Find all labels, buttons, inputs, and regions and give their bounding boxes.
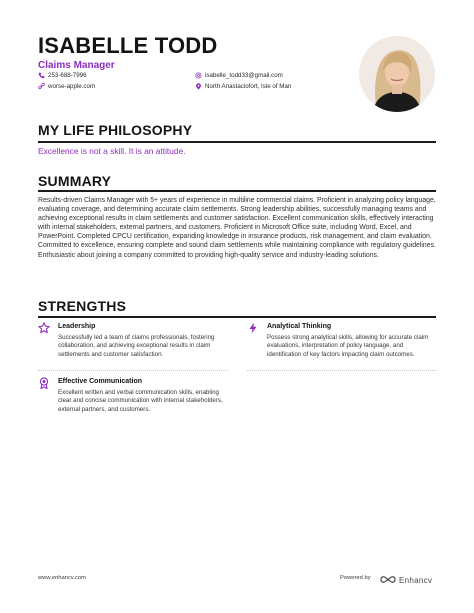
strength-title: Analytical Thinking — [267, 323, 332, 330]
phone-text: 253-688-7996 — [48, 72, 87, 79]
strength-description: Excellent written and verbal communication skills, enabling clear and concise communication with internal stakeholders, external partners, and customers. — [58, 389, 223, 413]
link-icon — [38, 83, 45, 90]
strength-separator — [38, 370, 228, 371]
contact-email[interactable] — [195, 72, 283, 79]
contact-phone — [38, 72, 87, 79]
enhancv-logo-icon — [380, 571, 396, 589]
candidate-title: Claims Manager — [38, 60, 115, 71]
candidate-name: ISABELLE TODD — [38, 33, 218, 58]
philosophy-divider — [38, 141, 436, 143]
phone-icon — [38, 72, 45, 79]
strength-description: Successfully led a team of claims professionals, fostering collaboration, and achieving exceptional results in claim settlements and customer satisfaction. — [58, 334, 215, 358]
strength-title: Leadership — [58, 323, 96, 330]
contact-location — [195, 83, 291, 90]
summary-text: Results-driven Claims Manager with 5+ years of experience in multiline commercial claims. Proficient in analyzing policy language, evaluating coverage, and determining accurate claim settlements. Strong leadership abilities, successfully managing teams and achieving exceptional results in claim settlements and customer satisfaction. Excellent communication skills, effectively interacting with internal stakeholders, external partners, and customers. Proficient in Microsoft Office suite, including Word, Excel, and PowerPoint. Completed CPCU certification, expanding knowledge in insurance products, risk management, and claim evaluation. Committed to excellence, ensuring complete and sound claim settlements while maintaining compliance with regulatory guidelines. Enthusiastic about joining a company committed to providing high-quality service and industry-leading solutions. — [38, 197, 436, 259]
contact-website[interactable] — [38, 83, 95, 90]
strength-description: Possess strong analytical skills, allowing for accurate claim evaluations, interpretation of policy language, and identification of key factors impacting claim outcomes. — [267, 334, 429, 358]
summary-heading: SUMMARY — [38, 173, 112, 189]
strength-analytical-thinking — [247, 323, 437, 367]
footer-url[interactable]: www.enhancv.com — [38, 575, 86, 581]
location-pin-icon — [195, 83, 202, 90]
email-text: isabelle_todd33@gmail.com — [205, 72, 283, 79]
strength-separator — [247, 370, 437, 371]
resume-header — [38, 33, 348, 90]
star-icon — [38, 321, 50, 333]
philosophy-heading: MY LIFE PHILOSOPHY — [38, 122, 193, 138]
location-text: North Anastaciofort, Isle of Man — [205, 83, 292, 90]
enhancv-logo[interactable] — [380, 571, 432, 589]
footer-brand: Enhancv — [399, 575, 433, 585]
strength-title: Effective Communication — [58, 378, 143, 385]
philosophy-quote: Excellence is not a skill. It is an attitude. — [38, 146, 186, 156]
website-text: worse-apple.com — [48, 83, 96, 90]
profile-photo — [359, 36, 435, 112]
strengths-divider — [38, 316, 436, 318]
lightning-icon — [247, 321, 259, 333]
strengths-heading: STRENGTHS — [38, 298, 127, 314]
award-icon — [38, 376, 50, 388]
strength-effective-communication — [38, 378, 228, 422]
summary-divider — [38, 190, 436, 192]
footer-powered-by: Powered by — [340, 575, 371, 581]
at-icon — [195, 72, 202, 79]
strength-leadership — [38, 323, 228, 367]
